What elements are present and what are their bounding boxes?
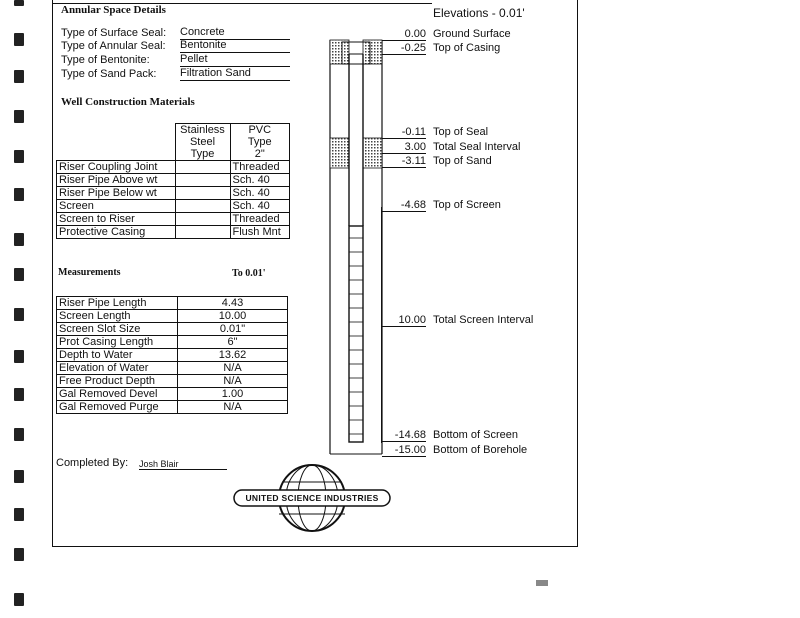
- surface-seal-right: [363, 40, 382, 64]
- bentonite-seal-right: [363, 138, 382, 168]
- row-value: N/A: [178, 401, 288, 414]
- annular-label: Type of Sand Pack:: [61, 68, 157, 80]
- stainless-cell: [175, 200, 230, 213]
- stainless-cell: [175, 213, 230, 226]
- table-row: [57, 174, 290, 187]
- stainless-cell: [175, 226, 230, 239]
- well-screen: [349, 226, 363, 442]
- measurements-heading: Measurements: [58, 267, 121, 278]
- table-row: [57, 187, 290, 200]
- row-label: Riser Pipe Above wt: [57, 174, 176, 187]
- binder-hole: [14, 548, 24, 561]
- row-label: Gal Removed Devel: [57, 388, 178, 401]
- elevation-value: 3.00: [382, 141, 426, 154]
- binder-hole: [14, 508, 24, 521]
- elevation-label: Top of Casing: [433, 42, 501, 54]
- pvc-cell: Sch. 40: [230, 174, 290, 187]
- usi-logo: [232, 462, 392, 534]
- binder-hole: [14, 268, 24, 281]
- table-row: [57, 297, 288, 310]
- binder-hole: [14, 428, 24, 441]
- elevation-value: 0.00: [382, 28, 426, 41]
- row-value: 4.43: [178, 297, 288, 310]
- pvc-cell: Threaded: [230, 213, 290, 226]
- row-label: Prot Casing Length: [57, 336, 178, 349]
- measurements-table: [56, 296, 288, 414]
- materials-heading: Well Construction Materials: [61, 96, 195, 108]
- elevation-value: -3.11: [382, 155, 426, 168]
- completed-name: Josh Blair: [139, 459, 227, 470]
- binder-hole: [14, 0, 24, 6]
- table-row: [57, 213, 290, 226]
- table-row: [57, 200, 290, 213]
- stainless-cell: [175, 187, 230, 200]
- pvc-cell: Threaded: [230, 161, 290, 174]
- logo-text: UNITED SCIENCE INDUSTRIES: [245, 493, 379, 503]
- elevation-value: -0.25: [382, 42, 426, 55]
- row-label: Protective Casing: [57, 226, 176, 239]
- annular-value: Bentonite: [180, 39, 290, 53]
- annular-label: Type of Annular Seal:: [61, 40, 166, 52]
- materials-table: [56, 123, 290, 239]
- header-line: PVC: [248, 124, 272, 136]
- table-row: [57, 401, 288, 414]
- row-label: Screen Slot Size: [57, 323, 178, 336]
- binder-hole: [14, 308, 24, 321]
- blank-cell: [57, 124, 176, 161]
- stainless-cell: [175, 161, 230, 174]
- binder-hole: [14, 350, 24, 363]
- annular-label: Type of Bentonite:: [61, 54, 150, 66]
- screen-interval-bracket: [381, 207, 382, 443]
- elevation-label: Total Screen Interval: [433, 314, 534, 326]
- well-diagram: [320, 30, 390, 460]
- binder-hole: [14, 188, 24, 201]
- annular-value: Filtration Sand: [180, 67, 290, 81]
- binder-hole: [14, 70, 24, 83]
- binder-hole: [14, 150, 24, 163]
- stainless-header: [175, 124, 230, 161]
- elevations-note: Elevations - 0.01': [433, 6, 525, 20]
- table-row: [57, 310, 288, 323]
- surface-seal-left: [330, 40, 349, 64]
- annular-heading: Annular Space Details: [61, 4, 166, 16]
- elevation-label: Ground Surface: [433, 28, 511, 40]
- elevation-value: -4.68: [382, 199, 426, 212]
- pvc-cell: Sch. 40: [230, 200, 290, 213]
- row-label: Screen to Riser: [57, 213, 176, 226]
- header-line: Type: [247, 136, 272, 148]
- header-line: Stainless: [180, 124, 225, 136]
- annular-label: Type of Surface Seal:: [61, 27, 167, 39]
- completed-label: Completed By:: [56, 457, 129, 469]
- elevation-value: -15.00: [382, 444, 426, 457]
- elevation-label: Top of Sand: [433, 155, 492, 167]
- elevation-label: Bottom of Screen: [433, 429, 518, 441]
- binder-hole: [14, 233, 24, 246]
- row-value: 6": [178, 336, 288, 349]
- row-value: 13.62: [178, 349, 288, 362]
- row-label: Riser Coupling Joint: [57, 161, 176, 174]
- elevation-value: -14.68: [382, 429, 426, 442]
- annular-value: Concrete: [180, 26, 290, 40]
- bentonite-seal-left: [330, 138, 349, 168]
- binder-hole: [14, 388, 24, 401]
- measurements-precision: To 0.01': [232, 268, 266, 279]
- annular-value: Pellet: [180, 53, 290, 67]
- row-value: N/A: [178, 362, 288, 375]
- row-label: Gal Removed Purge: [57, 401, 178, 414]
- table-row: [57, 161, 290, 174]
- table-row: [57, 323, 288, 336]
- elevation-label: Top of Screen: [433, 199, 501, 211]
- row-label: Elevation of Water: [57, 362, 178, 375]
- row-label: Riser Pipe Below wt: [57, 187, 176, 200]
- row-value: 0.01": [178, 323, 288, 336]
- table-row: [57, 362, 288, 375]
- row-label: Screen Length: [57, 310, 178, 323]
- binder-hole: [14, 593, 24, 606]
- row-label: Screen: [57, 200, 176, 213]
- row-value: N/A: [178, 375, 288, 388]
- row-label: Free Product Depth: [57, 375, 178, 388]
- pvc-header: [230, 124, 290, 161]
- elevation-label: Bottom of Borehole: [433, 444, 528, 456]
- pvc-cell: Sch. 40: [230, 187, 290, 200]
- row-label: Depth to Water: [57, 349, 178, 362]
- row-value: 1.00: [178, 388, 288, 401]
- table-header-row: [57, 124, 290, 161]
- header-line: Steel: [189, 136, 216, 148]
- scan-mark: [536, 580, 548, 586]
- header-line: Type: [190, 148, 215, 160]
- elevation-label: Top of Seal: [433, 126, 489, 138]
- elevation-value: 10.00: [382, 314, 426, 327]
- row-label: Riser Pipe Length: [57, 297, 178, 310]
- elevation-label: Total Seal Interval: [433, 141, 521, 153]
- stainless-cell: [175, 174, 230, 187]
- table-row: [57, 226, 290, 239]
- pvc-cell: Flush Mnt: [230, 226, 290, 239]
- row-value: 10.00: [178, 310, 288, 323]
- header-line: 2": [254, 148, 265, 160]
- binder-hole: [14, 33, 24, 46]
- table-row: [57, 388, 288, 401]
- binder-hole: [14, 470, 24, 483]
- elevation-value: -0.11: [382, 126, 426, 139]
- table-row: [57, 349, 288, 362]
- table-row: [57, 375, 288, 388]
- table-row: [57, 336, 288, 349]
- binder-hole: [14, 110, 24, 123]
